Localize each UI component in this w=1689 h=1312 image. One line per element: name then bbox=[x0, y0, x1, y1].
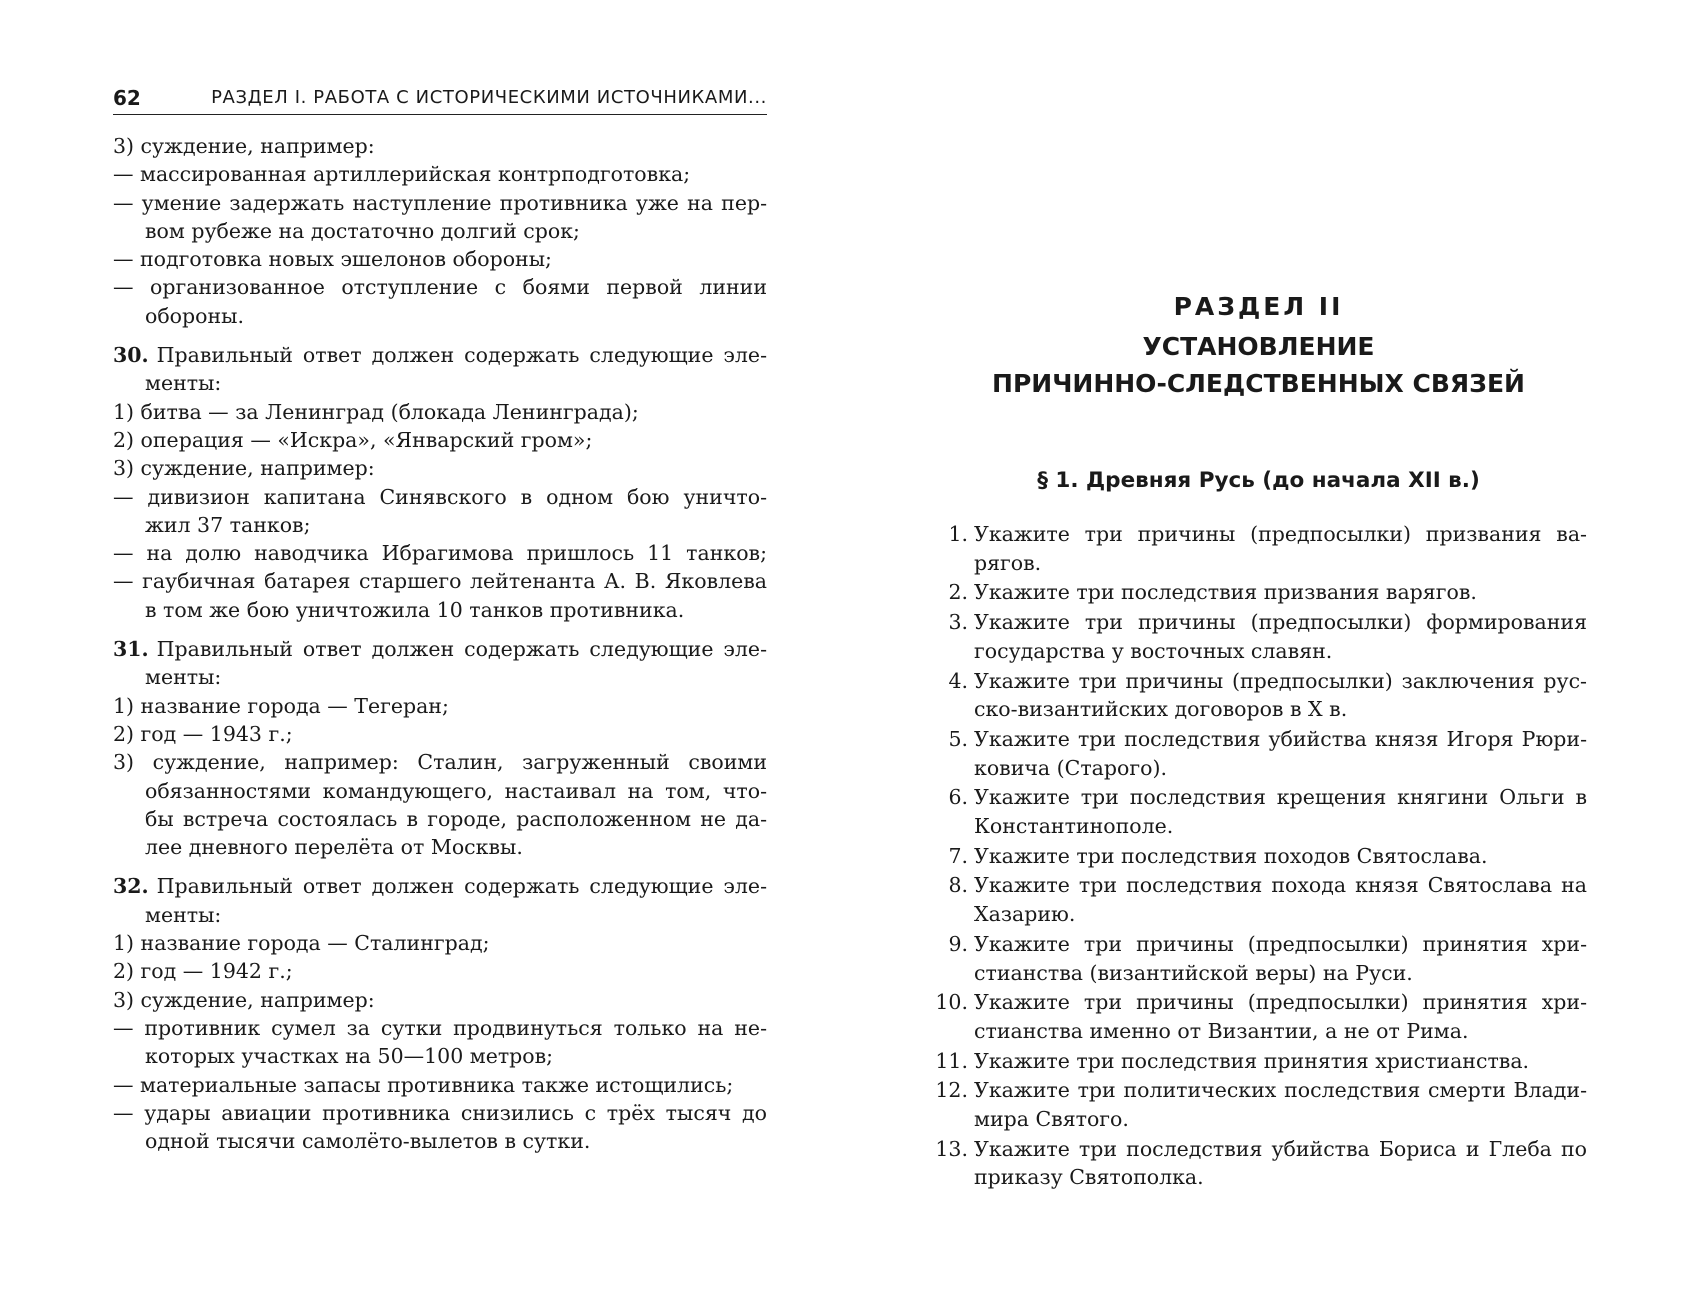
answer-item-31 bbox=[113, 635, 767, 663]
text-line: менты: bbox=[145, 902, 222, 927]
question-number: 8. bbox=[948, 873, 968, 898]
question-number: 6. bbox=[948, 785, 968, 810]
text-line: — умение задержать наступление противника уже на пер- bbox=[113, 190, 767, 215]
text-line: — массированная артиллерийская контрподготовка; bbox=[113, 162, 691, 187]
text-line: 2) год — 1943 г.; bbox=[113, 721, 293, 746]
text-line: 1) название города — Сталинград; bbox=[113, 931, 490, 956]
section-title-line-1: УСТАНОВЛЕНИЕ bbox=[1142, 332, 1375, 361]
question-item bbox=[930, 520, 1587, 577]
answer-number: 30. bbox=[113, 343, 149, 368]
question-number: 10. bbox=[935, 990, 968, 1015]
text-line: — дивизион капитана Синявского в одном бою уничто- bbox=[113, 484, 767, 509]
answer-item-32 bbox=[113, 872, 767, 900]
text-line: менты: bbox=[145, 665, 222, 690]
paragraph-title: § 1. Древняя Русь (до начала XII в.) bbox=[1037, 468, 1480, 493]
text-line: 3) суждение, например: bbox=[113, 456, 375, 481]
question-item bbox=[930, 1135, 1587, 1192]
question-item bbox=[930, 608, 1587, 665]
answer-number: 31. bbox=[113, 637, 149, 662]
running-title: РАЗДЕЛ I. РАБОТА С ИСТОРИЧЕСКИМИ ИСТОЧНИКАМИ... bbox=[211, 87, 767, 108]
text-line: — материальные запасы противника также истощились; bbox=[113, 1072, 734, 1097]
question-text: Укажите три причины (предпосылки) принятия хри-стианства (византийской веры) на Руси. bbox=[974, 931, 1587, 985]
question-number: 13. bbox=[935, 1136, 968, 1161]
question-item bbox=[930, 871, 1587, 928]
question-number: 4. bbox=[948, 668, 968, 693]
text-line: 3) суждение, например: Сталин, загруженный своими bbox=[113, 750, 767, 775]
question-item bbox=[930, 578, 1587, 607]
text-line: — противник сумел за сутки продвинуться только на не- bbox=[113, 1015, 767, 1040]
text-line: 2) операция — «Искра», «Январский гром»; bbox=[113, 427, 593, 452]
question-number: 3. bbox=[948, 610, 968, 635]
question-number: 5. bbox=[948, 726, 968, 751]
text-line: вом рубеже на достаточно долгий срок; bbox=[145, 218, 580, 243]
text-line: лее дневного перелёта от Москвы. bbox=[145, 835, 523, 860]
question-text: Укажите три последствия убийства Бориса и Глеба по приказу Святополка. bbox=[974, 1136, 1587, 1190]
question-item bbox=[930, 725, 1587, 782]
section-title-line-2: ПРИЧИННО-СЛЕДСТВЕННЫХ СВЯЗЕЙ bbox=[992, 369, 1525, 398]
text-line: в том же бою уничтожила 10 танков противника. bbox=[145, 597, 685, 622]
question-text: Укажите три последствия убийства князя Игоря Рюри-ковича (Старого). bbox=[974, 726, 1587, 780]
question-item bbox=[930, 1047, 1587, 1076]
text-line: одной тысячи самолёто-вылетов в сутки. bbox=[145, 1129, 591, 1154]
question-item bbox=[930, 842, 1587, 871]
question-number: 12. bbox=[935, 1078, 968, 1103]
question-number: 7. bbox=[948, 843, 968, 868]
text-line: Правильный ответ должен содержать следующие эле- bbox=[156, 637, 767, 662]
text-line: обязанностями командующего, настаивал на том, что- bbox=[145, 778, 767, 803]
question-text: Укажите три последствия крещения княгини Ольги в Константинополе. bbox=[974, 785, 1587, 839]
question-text: Укажите три последствия призвания варягов. bbox=[974, 580, 1477, 605]
question-number: 9. bbox=[948, 931, 968, 956]
question-number: 1. bbox=[948, 522, 968, 546]
text-line: Правильный ответ должен содержать следующие эле- bbox=[156, 343, 767, 368]
answer-number: 32. bbox=[113, 874, 149, 899]
question-number: 2. bbox=[948, 580, 968, 605]
text-line: — на долю наводчика Ибрагимова пришлось 11 танков; bbox=[113, 541, 767, 566]
question-item bbox=[930, 988, 1587, 1045]
question-text: Укажите три причины (предпосылки) формирования государства у восточных славян. bbox=[974, 610, 1587, 663]
question-text: Укажите три последствия принятия христианства. bbox=[974, 1048, 1530, 1073]
running-head bbox=[113, 84, 767, 115]
text-line: обороны. bbox=[145, 303, 244, 328]
question-text: Укажите три причины (предпосылки) заключения рус-ско-византийских договоров в X в. bbox=[974, 668, 1587, 722]
question-text: Укажите три причины (предпосылки) принятия хри-стианства именно от Византии, а не от Рима. bbox=[974, 990, 1587, 1043]
text-line: — гаубичная батарея старшего лейтенанта А. В. Яковлева bbox=[113, 569, 767, 594]
text-line: 3) суждение, например: bbox=[113, 987, 375, 1012]
question-text: Укажите три последствия похода князя Святослава на Хазарию. bbox=[974, 873, 1587, 927]
page-number: 62 bbox=[113, 86, 141, 110]
answers-text bbox=[113, 132, 767, 1155]
text-line: жил 37 танков; bbox=[145, 512, 311, 537]
question-number: 11. bbox=[935, 1048, 968, 1073]
question-text: Укажите три последствия походов Святослава. bbox=[974, 843, 1488, 868]
text-line: 1) битва — за Ленинград (блокада Ленинграда); bbox=[113, 399, 639, 424]
text-line: — организованное отступление с боями первой линии bbox=[113, 275, 767, 300]
text-line: — удары авиации противника снизились с трёх тысяч до bbox=[113, 1100, 767, 1125]
question-item bbox=[930, 1076, 1587, 1133]
question-item bbox=[930, 783, 1587, 840]
question-item bbox=[930, 667, 1587, 724]
text-line: бы встреча состоялась в городе, расположенном не да- bbox=[145, 806, 767, 831]
text-line: — подготовка новых эшелонов обороны; bbox=[113, 247, 552, 272]
question-item bbox=[930, 930, 1587, 987]
answer-item-30 bbox=[113, 341, 767, 369]
text-line: 1) название города — Тегеран; bbox=[113, 693, 449, 718]
text-line: 3) суждение, например: bbox=[113, 134, 375, 158]
text-line: которых участках на 50—100 метров; bbox=[145, 1044, 554, 1069]
text-line: менты: bbox=[145, 371, 222, 396]
question-list bbox=[930, 520, 1587, 1193]
text-line: Правильный ответ должен содержать следующие эле- bbox=[156, 874, 767, 899]
section-label: РАЗДЕЛ II bbox=[1173, 292, 1344, 321]
question-text: Укажите три причины (предпосылки) призвания ва-рягов. bbox=[974, 522, 1587, 575]
question-text: Укажите три политических последствия смерти Влади-мира Святого. bbox=[974, 1078, 1587, 1132]
text-line: 2) год — 1942 г.; bbox=[113, 959, 293, 984]
